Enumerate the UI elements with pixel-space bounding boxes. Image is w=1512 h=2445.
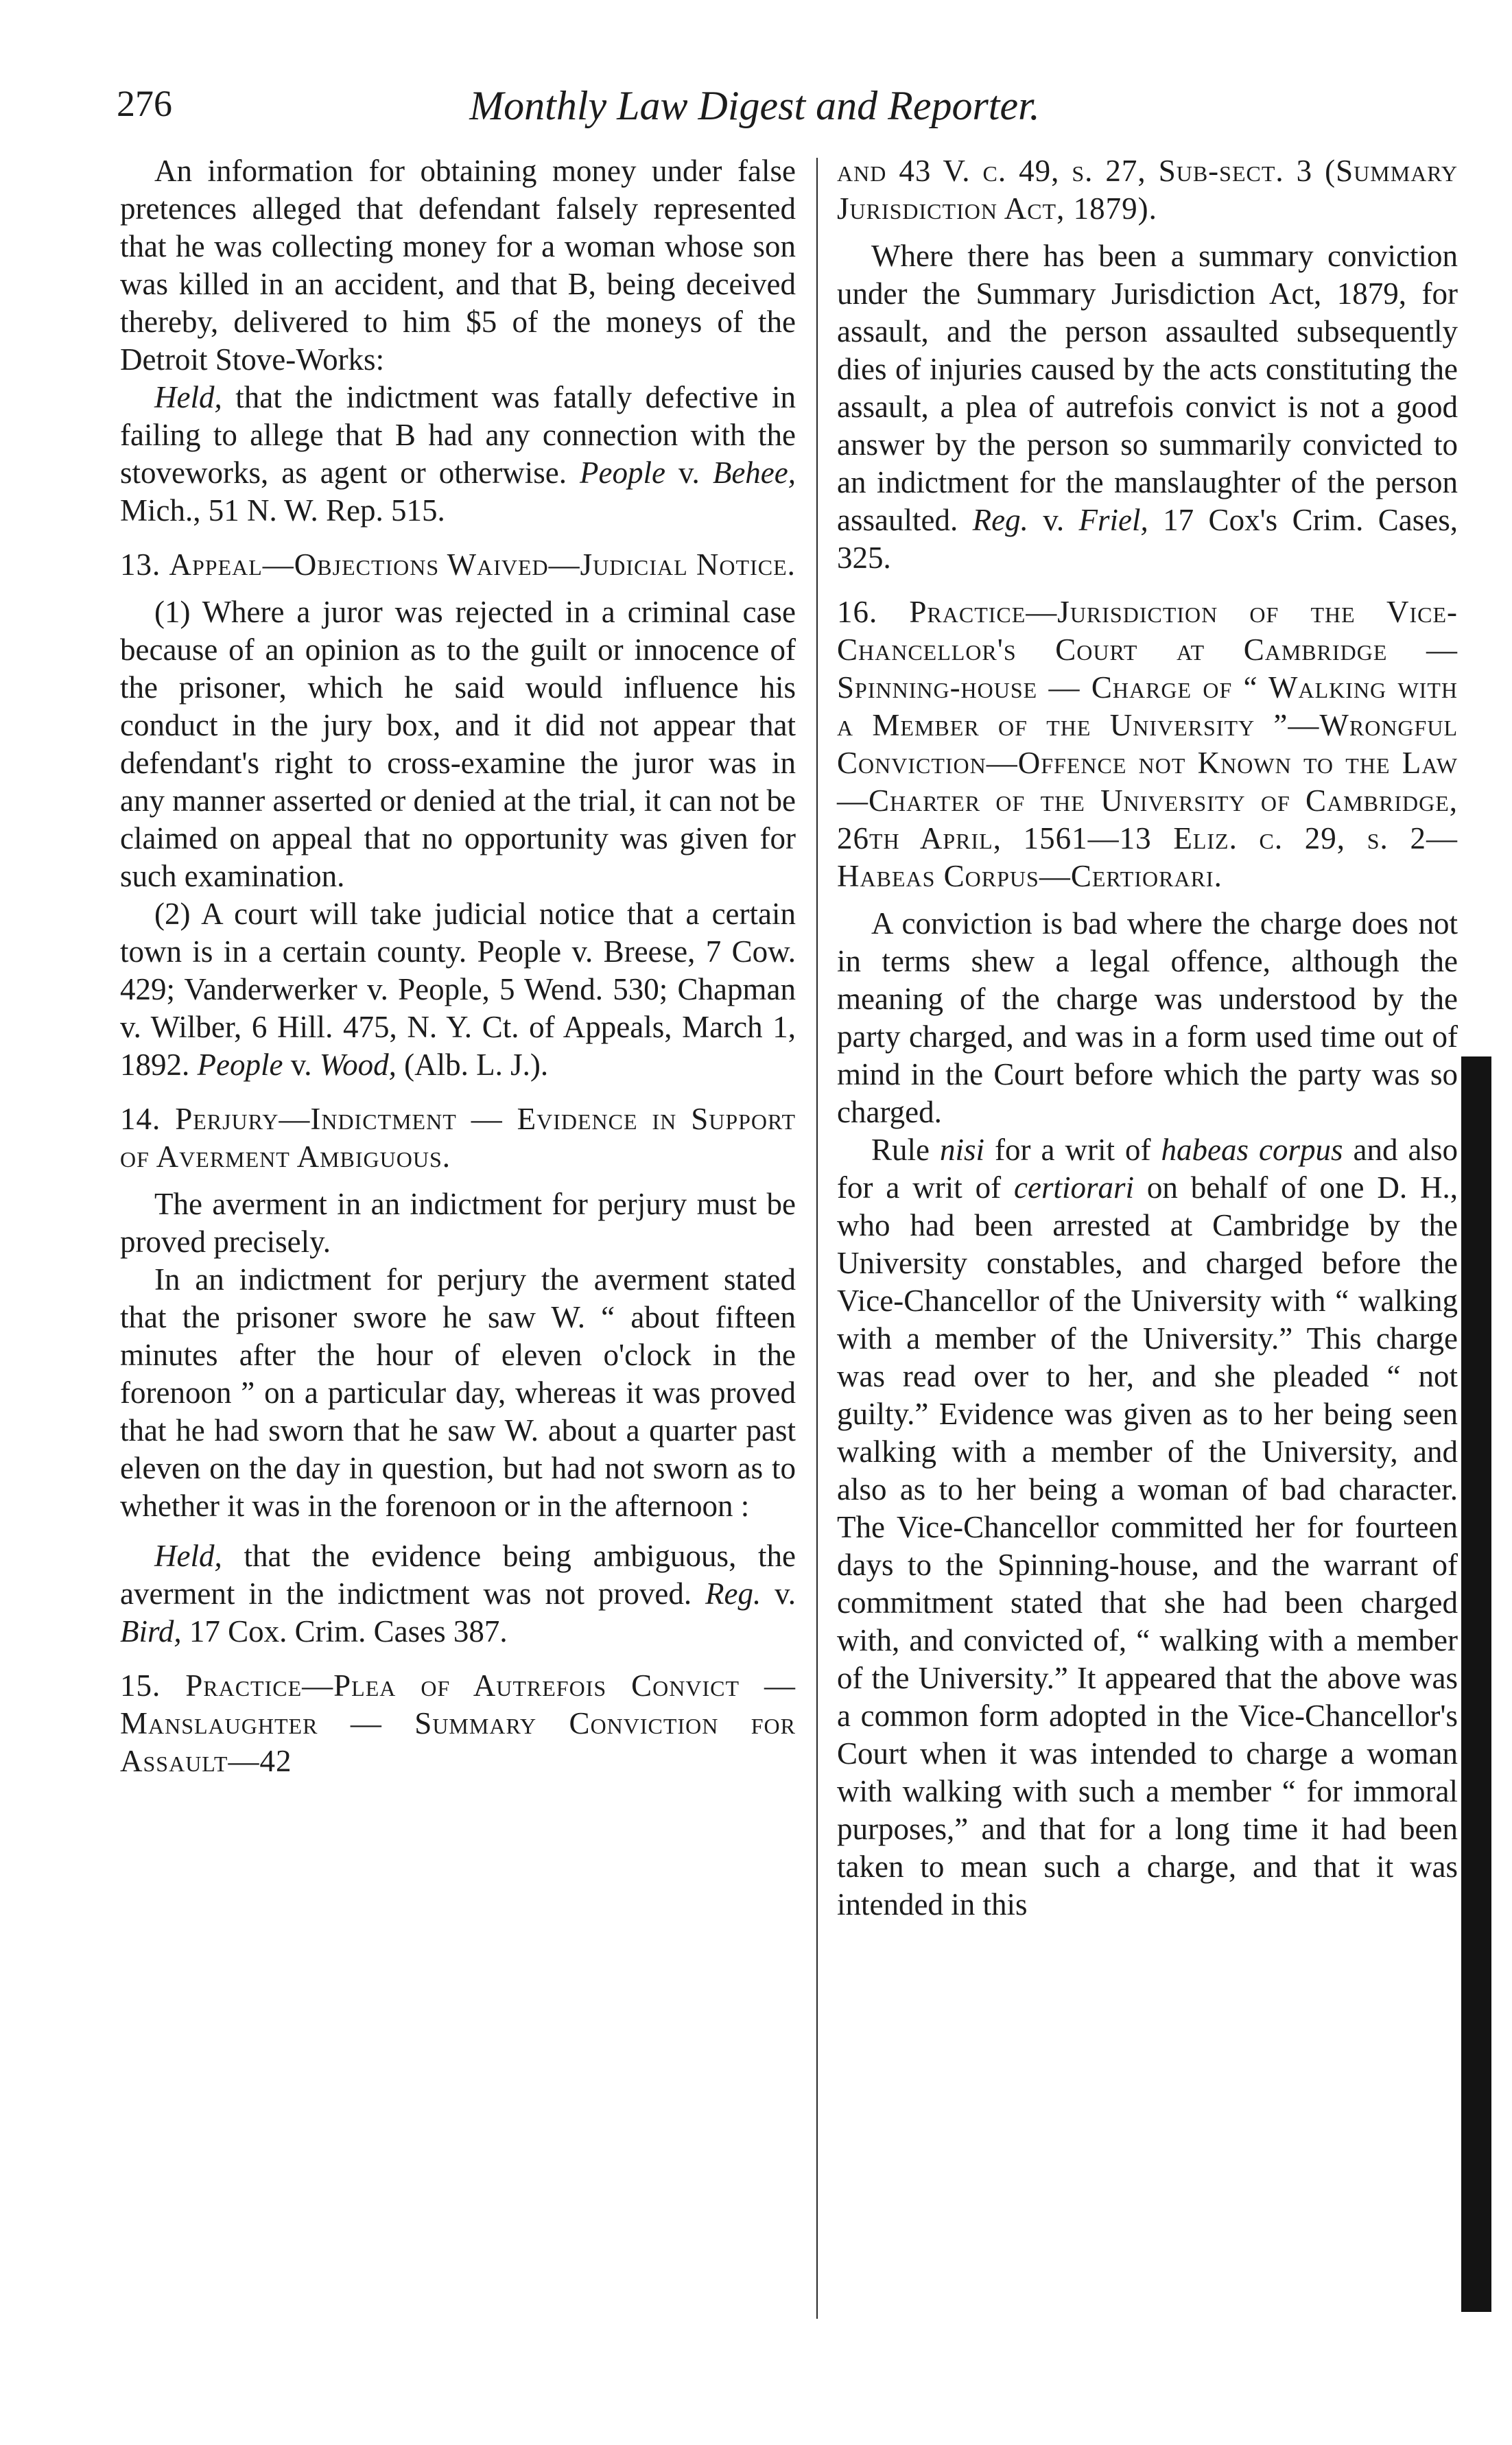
paragraph: A conviction is bad where the charge does not in terms shew a legal offence, although the meaning of the charge was understood by the party charged, and was in a form used time out of mind in the Court before which the party was so charged. <box>837 906 1458 1129</box>
case-name: Friel, <box>1078 503 1148 537</box>
citation: 17 Cox's Crim. Cases, 325. <box>837 503 1458 575</box>
paragraph: Rule nisi for a writ of habeas corpus and also for a writ of certiorari on behalf of one D. H., who had been arrested at Cambridge by the University constables, and charged before the Vice-Chancellor of the University with “ walking with a member of the University.” This charge was read over to her, and she pleaded “ not guilty.” Evidence was given as to her being seen walking with a member of the University, and also as to her being a woman of bad character. The Vice-Chancellor committed her for fourteen days to the Spinning-house, and the warrant of commitment stated that she had been charged with, and convicted of, “ walking with a member of the University.” It appeared that the above was a common form adopted in the Vice-Chancellor's Court when it was intended to charge a woman with walking with such a member “ for immoral purposes,” and that for a long time it had been taken to mean such a charge, and that it was intended in this <box>837 1133 1458 1922</box>
paragraph: Held, that the evidence being ambiguous, the averment in the indictment was not proved. Reg. v. Bird, 17 Cox. Crim. Cases 387. <box>120 1539 796 1649</box>
section-heading-16: 16. Practice—Jurisdiction of the Vice-Chancellor's Court at Cambridge — Spinning-house — Charge of “ Walking with a Member of the University ”—Wrongful Conviction—Offence not Known to the Law—Charter of the University of Cambridge, 26th April, 1561—13 Eliz. c. 29, s. 2—Habeas Corpus—Certiorari. <box>837 595 1458 893</box>
case-name: Reg. <box>972 503 1028 537</box>
held-label: Held, <box>154 1539 222 1573</box>
running-header <box>117 82 1393 144</box>
case-name: Bird, <box>120 1614 182 1649</box>
section-heading-15: 15. Practice—Plea of Autrefois Convict — Manslaughter — Summary Conviction for Assault—42 <box>120 1668 796 1778</box>
citation: Mich., 51 N. W. Rep. 515. <box>120 493 445 528</box>
page-number: 276 <box>117 83 172 124</box>
paragraph: (2) A court will take judicial notice that a certain town is in a certain county. People v. Breese, 7 Cow. 429; Vanderwerker v. People, 5 Wend. 530; Chapman v. Wilber, 6 Hill. 475, N. Y. Ct. of Appeals, March 1, 1892. People v. Wood, (Alb. L. J.). <box>120 897 796 1082</box>
case-name: Behee, <box>712 456 796 490</box>
paragraph: In an indictment for perjury the averment stated that the prisoner swore he saw W. “ about fifteen minutes after the hour of eleven o'clock in the forenoon ” on a particular day, whereas it was proved that he had sworn that he saw W. about a quarter past eleven on the day in question, but had not sworn as to whether it was in the forenoon or in the afternoon : <box>120 1262 796 1523</box>
paragraph: An information for obtaining money under false pretences alleged that defendant falsely represented that he was collecting money for a woman whose son was killed in an accident, and that B, being deceived thereby, delivered to him $5 of the moneys of the Detroit Stove-Works: <box>120 154 796 377</box>
section-heading-15-continued: and 43 V. c. 49, s. 27, Sub-sect. 3 (Summary Jurisdiction Act, 1879). <box>837 154 1458 226</box>
citation: 17 Cox. Crim. Cases 387. <box>181 1614 508 1649</box>
case-name: Wood, <box>319 1048 397 1082</box>
citation: (Alb. L. J.). <box>396 1048 549 1082</box>
paragraph: The averment in an indictment for perjury must be proved precisely. <box>120 1187 796 1259</box>
paragraph: Where there has been a summary conviction under the Summary Jurisdiction Act, 1879, for assault, and the person assaulted subsequently dies of injuries caused by the acts constituting the assault, a plea of autrefois convict is not a good answer by the person so summarily convicted to an indictment for the manslaughter of the person assaulted. Reg. v. Friel, 17 Cox's Crim. Cases, 325. <box>837 239 1458 575</box>
paragraph: (1) Where a juror was rejected in a criminal case because of an opinion as to the guilt or innocence of the prisoner, which he said would influence his conduct in the jury box, and it did not appear that defendant's right to cross-examine the juror was in any manner asserted or denied at the trial, it can not be claimed on appeal that no opportunity was given for such examination. <box>120 595 796 893</box>
section-heading-13: 13. Appeal—Objections Waived—Judicial Notice. <box>120 547 796 582</box>
section-heading-14: 14. Perjury—Indictment — Evidence in Support of Averment Ambiguous. <box>120 1102 796 1174</box>
case-name: Reg. <box>705 1576 761 1611</box>
case-name: People <box>580 456 665 490</box>
held-label: Held, <box>154 380 222 414</box>
left-column <box>120 152 796 1790</box>
paragraph: Held, that the indictment was fatally defective in failing to allege that B had any connection with the stoveworks, as agent or otherwise. People v. Behee, Mich., 51 N. W. Rep. 515. <box>120 380 796 528</box>
scan-edge-shadow <box>1461 1056 1491 2312</box>
right-column <box>837 152 1458 1924</box>
case-name: People <box>197 1048 283 1082</box>
running-title: Monthly Law Digest and Reporter. <box>469 83 1040 128</box>
column-divider <box>816 158 818 2319</box>
